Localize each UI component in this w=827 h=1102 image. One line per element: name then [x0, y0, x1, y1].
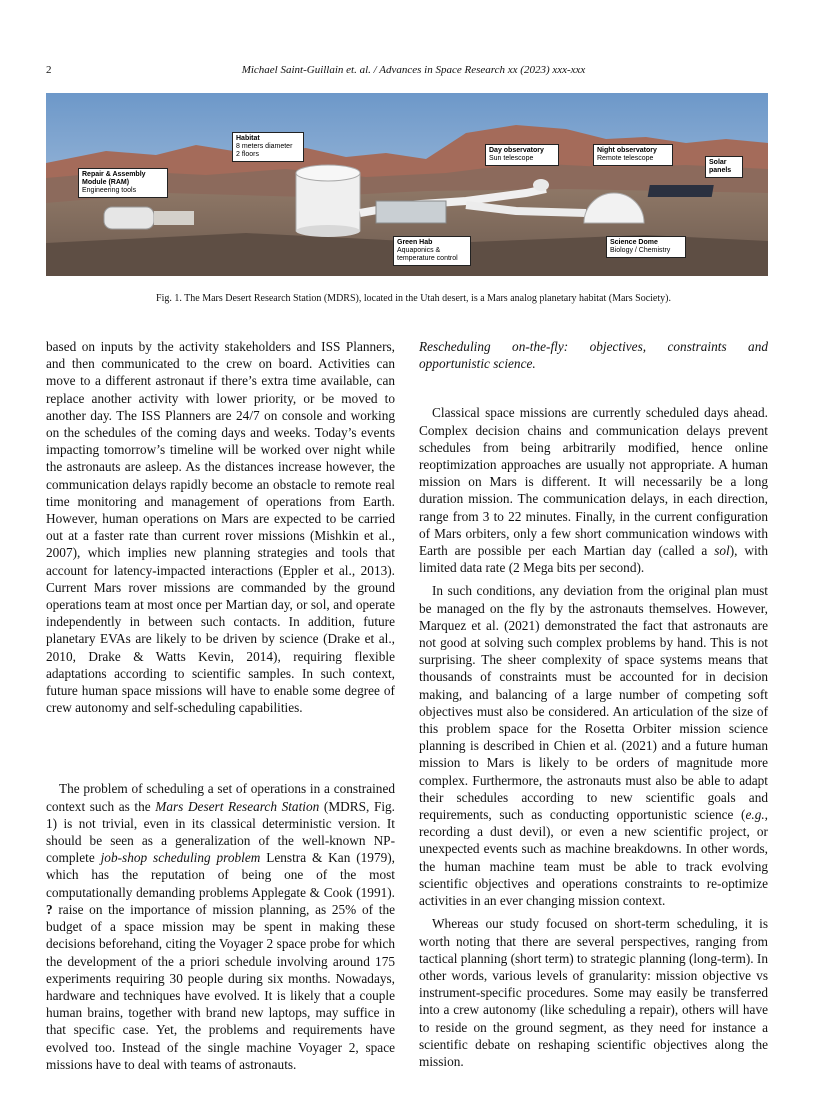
left-paragraph-1: based on inputs by the activity stakeholders and ISS Planners, and then communicated to the crew on board. Activities can move to a different astronaut if there’s extra time available, can replace another activity with lower priority, or be moved to another day. The ISS Planners are 24/7 on console and working on the schedules of the coming days and weeks. Today’s events impacting tomorrow’s timeline will be worked over night while the astronauts are asleep. As the distances increase however, the communication delays rapidly become an obstacle to remote real time monitoring and management of operations from Earth. However, human operations on Mars are expected to be carried out at a faster rate than current rover missions (Mishkin et al., 2007), which implies new planning strategies and tools that account for latency-impacted interactions (Eppler et al., 2013). Current Mars rover missions are commanded by the ground operations team at most once per Martian day, or sol, and operate independently in between such contacts. In addition, future planetary EVAs are likely to be driven by science (Drake et al., 2010, Drake & Watts Kevin, 2014), requiring flexible adaptations according to scientific samples. In such context, future human space missions will have to enable some degree of crew autonomy and self-scheduling capabilities. — [46, 339, 395, 716]
running-head: Michael Saint-Guillain et. al. / Advances in Space Research xx (2023) xxx-xxx — [241, 64, 586, 76]
left-column — [46, 338, 395, 1073]
right-column — [419, 338, 768, 1070]
right-paragraph-1: Classical space missions are currently scheduled days ahead. Complex decision chains and communication delays prevent schedules from being arbitrarily modified, hence online reoptimization approaches are usually not appropriate. A human mission on Mars is different. It will necessarily be a long duration mission. The communication delays, in each direction, range from 3 to 22 minutes. Finally, in the current configuration of Mars orbiters, only a few short communication windows with Earth are possible per each Martian day (called a sol), with limited data rate (2 Mega bits per second). — [419, 405, 769, 576]
mdrs-photo — [46, 93, 768, 276]
page-number: 2 — [46, 64, 52, 76]
figure-label-night-observatory: Night observatory Remote telescope — [593, 144, 673, 166]
figure-label-solar-panels: Solar panels — [705, 156, 743, 178]
figure-label-habitat: Habitat 8 meters diameter 2 floors — [232, 132, 304, 162]
figure-label-science-dome: Science Dome Biology / Chemistry — [606, 236, 686, 258]
right-paragraph-2: In such conditions, any deviation from the original plan must be managed on the fly by the astronauts themselves. However, Marquez et al. (2021) demonstrated the fact that astronauts are not good at solving such complex problems by hand. This is not surprising. The sheer complexity of space systems means that thousands of constraints must be accounted for in decision making, and balancing of a large number of competing soft objectives must also be considered. An articulation of the size of this problem space for the Rosetta Orbiter mission science planning is described in Chien et al. (2021) and a future human mission to Mars is likely to be orders of magnitude more complex. Furthermore, the astronauts must also be able to adapt their schedules according to new scientific goals and requirements, such as conducting opportunistic science (e.g., recording a dust devil), or even a new scientific project, or unexpected events such as machine breakdowns. In other words, the human machine team must be able to track evolving scientific objectives and operations constraints to re-optimize activities in an ever changing mission context. — [419, 583, 768, 909]
figure-label-day-observatory: Day observatory Sun telescope — [485, 144, 559, 166]
left-paragraph-2: The problem of scheduling a set of operations in a constrained context such as the Mars Desert Research Station (MDRS, Fig. 1) is not trivial, even in its classical deterministic version. It should be seen as a generalization of the well-known NP-complete job-shop scheduling problem Lenstra & Kan (1979), which has the reputation of being one of the most computationally demanding problems Applegate & Cook (1991). ? raise on the importance of mission planning, as 25% of the budget of a space mission may be spent in making these decisions beforehand, citing the Voyager 2 space probe for which the development of the a priori schedule involving around 175 experiments requiring 30 people during six months. Nowadays, hardware and techniques have evolved. It is likely that a couple human brains, together with brand new laptops, may suffice in that specific case. Yet, the problems and requirements have evolved too. Instead of the single machine Voyager 2, space missions have to deal with teams of astronauts. — [46, 781, 395, 1072]
figure-label-ram: Repair & Assembly Module (RAM) Engineering tools — [78, 168, 168, 198]
figure-caption: Fig. 1. The Mars Desert Research Station (MDRS), located in the Utah desert, is a Mars analog planetary habitat (Mars Society). — [156, 293, 671, 304]
section-heading: Rescheduling on-the-fly: objectives, constraints and opportunistic science. — [419, 339, 768, 372]
right-paragraph-3: Whereas our study focused on short-term scheduling, it is worth noting that there are several perspectives, ranging from tactical planning (short term) to strategic planning (long-term). In other words, various levels of granularity: mission objective vs instrument-specific procedures. Some may easily be transferred into a crew autonomy (like scheduling a repair), others will have to reside on the ground segment, as they need for instance a scientific debate on reshaping scientific objectives along the mission. — [419, 916, 768, 1069]
figure-label-green-hab: Green Hab Aquaponics & temperature control — [393, 236, 471, 266]
